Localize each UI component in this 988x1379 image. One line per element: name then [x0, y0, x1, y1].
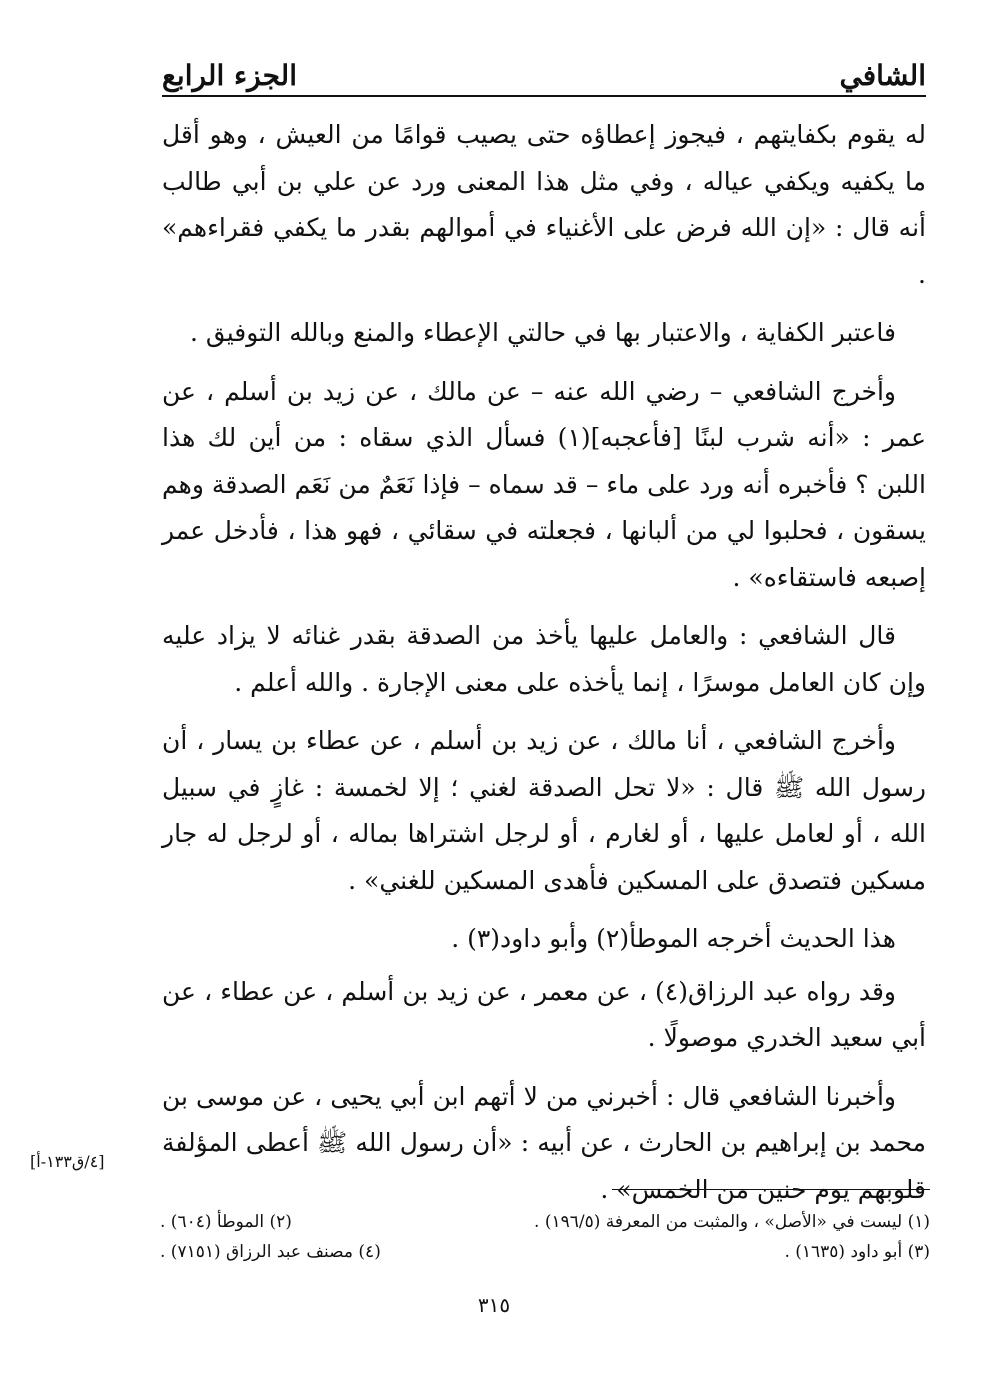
paragraph-3: وأخرج الشافعي – رضي الله عنه – عن مالك ، عن زيد بن أسلم ، عن عمر : «أنه شرب لبنًا [فأعجبه](١) فسأل الذي سقاه : من أين لك هذا اللبن ؟ فأخبره أنه ورد على ماء – قد سماه – فإذا نَعَمٌ من نَعَم الصدقة وهم يسقون ، فحلبوا لي من ألبانها ، فجعلته في سقائي ، فهو هذا ، فأدخل عمر إصبعه فاستقاءه» . [162, 376, 926, 592]
footnotes [160, 1207, 930, 1267]
main-text [162, 112, 926, 1225]
footnote-1: (١) ليست في «الأصل» ، والمثبت من المعرفة (١٩٦/٥) . [534, 1212, 930, 1232]
footnote-3: (٣) أبو داود (١٦٣٥) . [784, 1242, 930, 1262]
header-book-title: الشافي [839, 59, 926, 92]
footnote-row [160, 1237, 930, 1267]
header-divider [162, 95, 926, 97]
header-volume-title: الجزء الرابع [162, 59, 297, 92]
footnote-2: (٢) الموطأ (٦٠٤) . [160, 1212, 292, 1232]
paragraph-8: وأخبرنا الشافعي قال : أخبرني من لا أتهم ابن أبي يحيى ، عن موسى بن محمد بن إبراهيم بن الحارث ، عن أبيه : «أن رسول الله ﷺ أعطى المؤلفة قلوبهم يوم حنين من الخمس» . [162, 1081, 926, 1204]
paragraph-1: له يقوم بكفايتهم ، فيجوز إعطاؤه حتى يصيب قوامًا من العيش ، وهو أقل ما يكفيه ويكفي عياله ، وفي مثل هذا المعنى ورد عن علي بن أبي طالب أنه قال : «إن الله فرض على الأغنياء في أموالهم بقدر ما يكفي فقراءهم» . [162, 120, 926, 289]
footnote-4: (٤) مصنف عبد الرزاق (٧١٥١) . [160, 1242, 381, 1262]
paragraph-2: فاعتبر الكفاية ، والاعتبار بها في حالتي الإعطاء والمنع وبالله التوفيق . [190, 318, 896, 347]
footnote-row [160, 1207, 930, 1237]
paragraph-4: قال الشافعي : والعامل عليها يأخذ من الصدقة بقدر غنائه لا يزاد عليه وإن كان العامل موسرًا ، إنما يأخذه على معنى الإجارة . والله أعلم . [162, 621, 926, 697]
paragraph-6: هذا الحديث أخرجه الموطأ(٢) وأبو داود(٣) . [451, 924, 896, 953]
paragraph-5: وأخرج الشافعي ، أنا مالك ، عن زيد بن أسلم ، عن عطاء بن يسار ، أن رسول الله ﷺ قال : «لا تحل الصدقة لغني ؛ إلا لخمسة : غازٍ في سبيل الله ، أو لعامل عليها ، أو لغارم ، أو لرجل اشتراها بماله ، أو لرجل له جار مسكين فتصدق على المسكين فأهدى المسكين للغني» . [162, 726, 926, 895]
footnote-divider [612, 1189, 930, 1190]
manuscript-folio-note: [٤/ق١٣٣-أ] [30, 1152, 105, 1171]
paragraph-7: وقد رواه عبد الرزاق(٤) ، عن معمر ، عن زيد بن أسلم ، عن عطاء ، عن أبي سعيد الخدري موصولًا . [162, 976, 926, 1052]
running-header [162, 48, 926, 92]
page-number: ٣١٥ [477, 1293, 511, 1317]
